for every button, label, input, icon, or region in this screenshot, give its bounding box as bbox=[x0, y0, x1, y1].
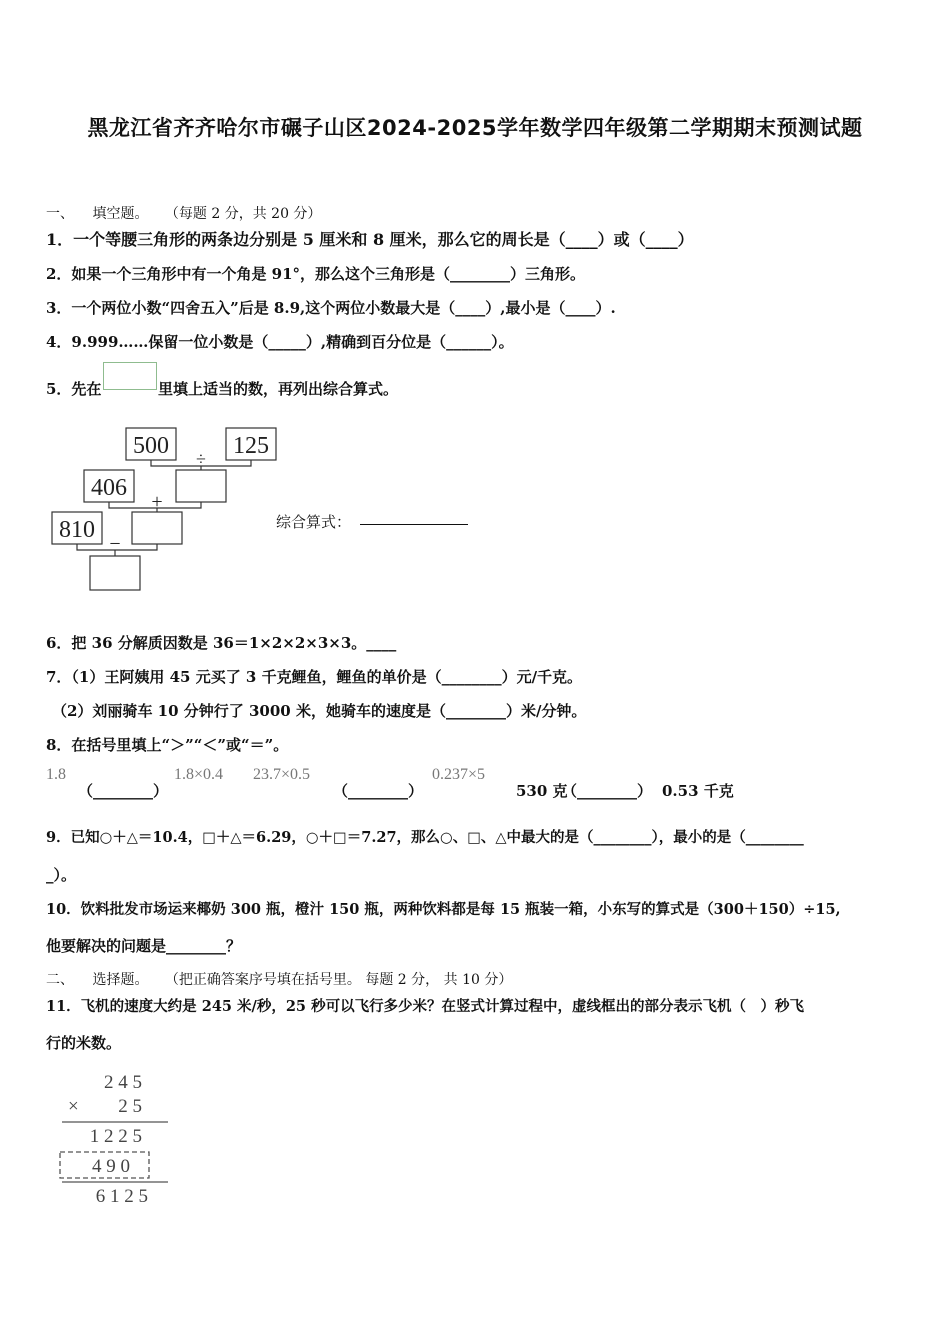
compare-1-right: 1.8×0.4 bbox=[174, 766, 224, 783]
label-406: 406 bbox=[91, 475, 127, 501]
operator-minus: − bbox=[109, 533, 121, 555]
compare-2-left: 23.7×0.5 bbox=[253, 766, 311, 783]
compare-3-left: 530 克 bbox=[516, 782, 568, 800]
operator-divide: ÷ bbox=[196, 449, 206, 469]
operator-plus: + bbox=[151, 491, 163, 513]
question-5-suffix: 里填上适当的数，再列出综合算式。 bbox=[158, 380, 399, 398]
partial-product-2: 4 9 0 bbox=[92, 1156, 130, 1177]
question-9-line-2: _）。 bbox=[46, 866, 77, 884]
page-title: 黑龙江省齐齐哈尔市碾子山区2024-2025学年数学四年级第二学期期末预测试题 bbox=[87, 116, 863, 140]
section-1-number: 一、 bbox=[46, 206, 74, 222]
answer-box-difference[interactable] bbox=[90, 556, 140, 590]
question-5-prefix: 5．先在 bbox=[46, 380, 102, 398]
question-3: 3．一个两位小数“四舍五入”后是 8.9,这个两位小数最大是（____）,最小是（____）. bbox=[46, 299, 616, 317]
question-4: 4．9.999……保留一位小数是（_____）,精确到百分位是（______）。 bbox=[46, 333, 514, 351]
question-9-line-1: 9．已知○＋△＝10.4，□＋△＝6.29，○＋□＝7.27，那么○、□、△中最大的是（________），最小的是（________ bbox=[46, 829, 804, 846]
compare-3-right: 0.53 千克 bbox=[662, 782, 734, 800]
question-10-line-1: 10．饮料批发市场运来椰奶 300 瓶，橙汁 150 瓶，两种饮料都是每 15 瓶装一箱，小东写的算式是（300＋150）÷15, bbox=[46, 901, 841, 918]
compare-1-left: 1.8 bbox=[46, 766, 66, 783]
question-11-line-1: 11．飞机的速度大约是 245 米/秒，25 秒可以飞行多少米？在竖式计算过程中，虚线框出的部分表示飞机（ ）秒飞 bbox=[46, 998, 805, 1015]
compare-2-blank[interactable]: （________） bbox=[333, 782, 424, 800]
question-7-part-2: （2）刘丽骑车 10 分钟行了 3000 米，她骑车的速度是（________）米/分钟。 bbox=[52, 702, 587, 720]
question-10-line-2: 他要解决的问题是________？ bbox=[46, 937, 242, 955]
vertical-multiplication bbox=[50, 1066, 180, 1208]
compare-1-blank[interactable]: （________） bbox=[78, 782, 169, 800]
combined-formula-label: 综合算式： bbox=[276, 513, 352, 531]
final-product: 6 1 2 5 bbox=[95, 1186, 148, 1207]
question-11-line-2: 行的米数。 bbox=[46, 1034, 122, 1052]
section-2-number: 二、 bbox=[46, 972, 74, 988]
answer-box-sample bbox=[103, 362, 157, 390]
compare-3-blank[interactable]: （________） bbox=[562, 782, 653, 800]
label-810: 810 bbox=[59, 517, 95, 543]
compare-2-right: 0.237×5 bbox=[432, 766, 486, 783]
answer-box-sum[interactable] bbox=[132, 512, 182, 544]
question-8: 8．在括号里填上“＞”“＜”或“＝”。 bbox=[46, 736, 289, 754]
question-7-part-1: 7．（1）王阿姨用 45 元买了 3 千克鲤鱼，鲤鱼的单价是（________）元/千克。 bbox=[46, 668, 583, 686]
section-1-note: （每题 2 分，共 20 分） bbox=[164, 206, 322, 222]
answer-box-quotient[interactable] bbox=[176, 470, 226, 502]
partial-product-1: 1 2 2 5 bbox=[89, 1126, 142, 1147]
section-1-name: 填空题。 bbox=[92, 206, 149, 222]
question-2: 2．如果一个三角形中有一个角是 91°，那么这个三角形是（________）三角形。 bbox=[46, 265, 586, 283]
multiplier: 2 5 bbox=[118, 1096, 142, 1117]
calculation-tree-diagram bbox=[40, 420, 300, 600]
multiplicand: 2 4 5 bbox=[104, 1072, 142, 1093]
section-2-name: 选择题。 bbox=[92, 972, 149, 988]
section-1-header bbox=[46, 203, 321, 223]
times-sign: × bbox=[68, 1096, 79, 1117]
question-1: 1．一个等腰三角形的两条边分别是 5 厘米和 8 厘米，那么它的周长是（____）或（____） bbox=[46, 230, 694, 249]
question-6: 6．把 36 分解质因数是 36＝1×2×2×3×3。____ bbox=[46, 634, 397, 652]
section-2-note: （把正确答案序号填在括号里。 每题 2 分， 共 10 分） bbox=[164, 972, 513, 988]
combined-formula-blank[interactable] bbox=[360, 524, 468, 525]
label-500: 500 bbox=[133, 433, 169, 459]
section-2-header bbox=[46, 969, 512, 989]
label-125: 125 bbox=[233, 433, 269, 459]
